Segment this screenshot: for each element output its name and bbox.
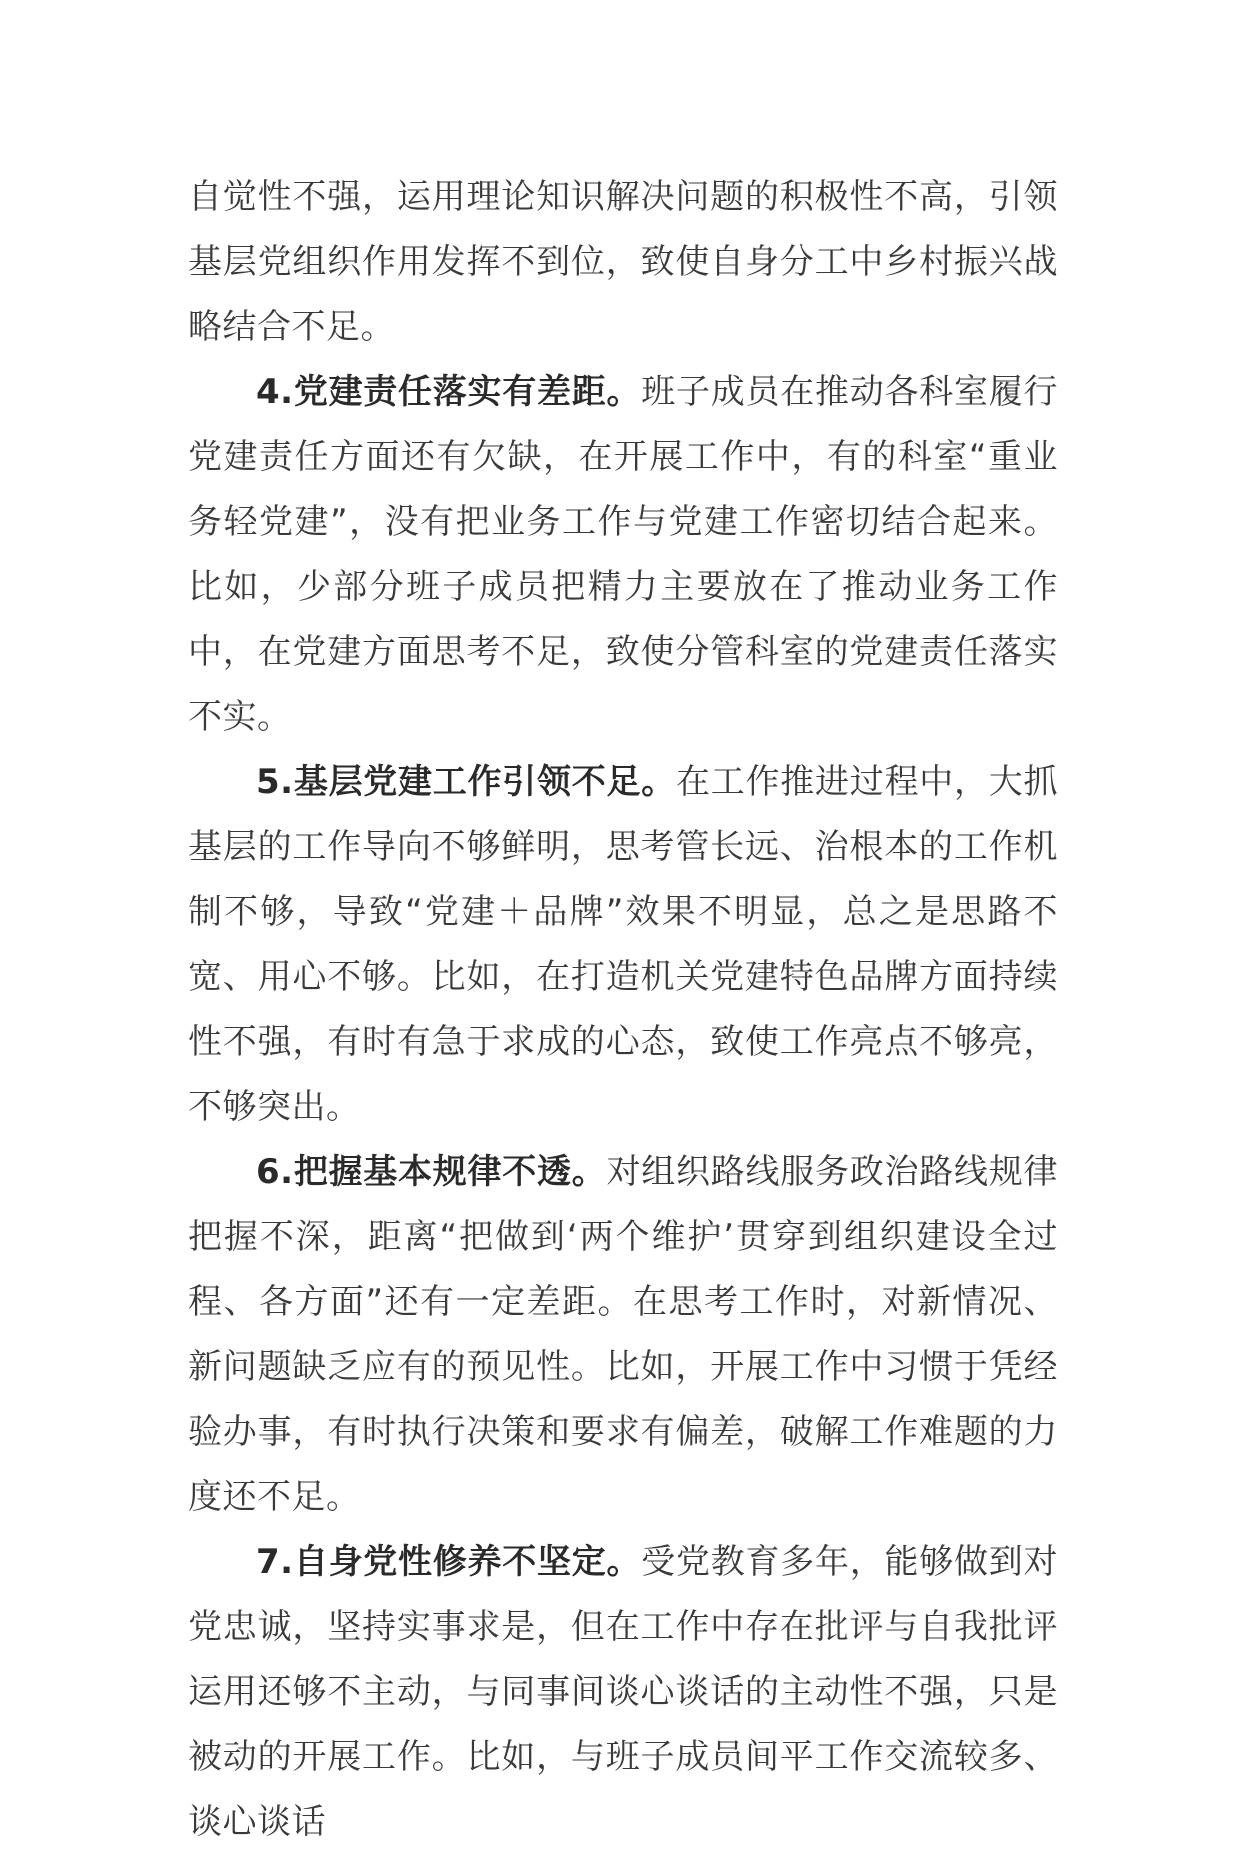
paragraph-item-7 (188, 1530, 1058, 1855)
paragraph-body: 自觉性不强，运用理论知识解决问题的积极性不高，引领基层党组织作用发挥不到位，致使自身分工中乡村振兴战略结合不足。 (188, 177, 1058, 347)
paragraph-heading: 4.党建责任落实有差距。 (256, 372, 642, 412)
paragraph-body: 对组织路线服务政治路线规律把握不深，距离“把做到‘两个维护’贯穿到组织建设全过程、各方面”还有一定差距。在思考工作时，对新情况、新问题缺乏应有的预见性。比如，开展工作中习惯于凭经验办事，有时执行决策和要求有偏差，破解工作难题的力度还不足。 (188, 1152, 1059, 1517)
paragraph-item-4 (188, 360, 1058, 750)
paragraph-heading: 7.自身党性修养不坚定。 (256, 1542, 642, 1582)
paragraph-item-5 (188, 750, 1058, 1140)
paragraph-body: 受党教育多年，能够做到对党忠诚，坚持实事求是，但在工作中存在批评与自我批评运用还够不主动，与同事间谈心谈话的主动性不强，只是被动的开展工作。比如，与班子成员间平工作交流较多、谈心谈话 (188, 1542, 1059, 1842)
document-body (188, 165, 1058, 1855)
paragraph-continuation (188, 165, 1058, 360)
paragraph-body: 班子成员在推动各科室履行党建责任方面还有欠缺，在开展工作中，有的科室“重业务轻党建”，没有把业务工作与党建工作密切结合起来。比如，少部分班子成员把精力主要放在了推动业务工作中，在党建方面思考不足，致使分管科室的党建责任落实不实。 (188, 372, 1059, 737)
paragraph-heading: 6.把握基本规律不透。 (256, 1152, 607, 1192)
paragraph-body: 在工作推进过程中，大抓基层的工作导向不够鲜明，思考管长远、治根本的工作机制不够，导致“党建＋品牌”效果不明显，总之是思路不宽、用心不够。比如，在打造机关党建特色品牌方面持续性不强，有时有急于求成的心态，致使工作亮点不够亮，不够突出。 (188, 762, 1058, 1127)
paragraph-heading: 5.基层党建工作引领不足。 (256, 762, 677, 802)
paragraph-item-6 (188, 1140, 1058, 1530)
